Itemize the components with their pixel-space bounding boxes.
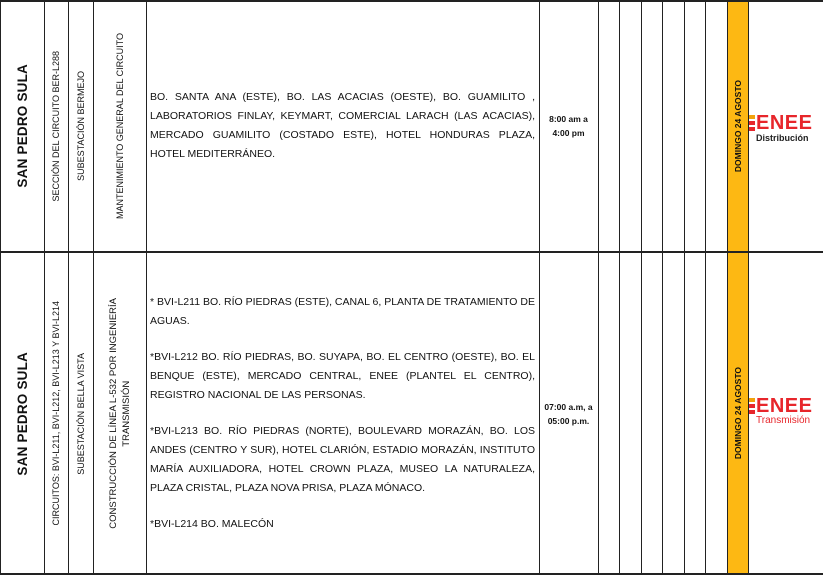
column-divider [662,0,663,575]
work-description [107,298,133,529]
city-cell [0,252,44,575]
work-line: TRANSMISIÓN [120,380,132,447]
column-divider [727,0,728,575]
work-cell [93,0,146,252]
affected-areas [146,293,539,534]
column-divider [705,0,706,575]
time-end: 05:00 p.m. [547,415,590,426]
substation-cell [68,0,93,252]
time-cell [539,252,598,575]
date-label: DOMINGO 24 AGOSTO [732,367,743,460]
logo-word: ENEE [756,112,813,134]
substation-cell [68,252,93,575]
areas-cell [146,252,539,575]
date-cell [727,0,748,252]
table-row [0,252,823,575]
column-divider [684,0,685,575]
section-cell [44,0,68,252]
work-description: MANTENIMIENTO GENERAL DEL CIRCUITO [114,32,125,220]
table-row [0,0,823,252]
column-divider [0,0,1,575]
logo-sub: Distribución [756,133,809,143]
logo-sub: Transmisión [756,415,811,426]
city-cell [0,0,44,252]
time-end: 4:00 pm [552,128,585,138]
circuit-section: SECCIÓN DEL CIRCUITO BER-L288 [51,50,61,202]
column-divider [68,0,69,575]
logo-word: ENEE [756,395,813,417]
date-cell [727,252,748,575]
area-item: *BVI-L213 BO. RÍO PIEDRAS (NORTE), BOULEVARD MORAZÁN, BO. LOS ANDES (CENTRO Y SUR), HOTEL CLARIÓN, ESTADIO MORAZÁN, INSTITUTO MARÍA AUXILIADORA, HOTEL CROWN PLAZA, MUSEO LA NATURALEZA, PLAZA CRISTAL, PLAZA NOVA PRISA, PLAZA MÓNACO. [150,425,535,494]
work-cell [93,252,146,575]
column-divider [619,0,620,575]
area-item: * BVI-L211 BO. RÍO PIEDRAS (ESTE), CANAL 6, PLANTA DE TRATAMIENTO DE AGUAS. [150,296,535,327]
city-label: SAN PEDRO SULA [14,64,30,188]
section-cell [44,252,68,575]
area-item: *BVI-L212 BO. RÍO PIEDRAS, BO. SUYAPA, BO. EL CENTRO (OESTE), BO. EL BENQUE (ESTE), MERCADO CENTRAL, ENEE (PLANTEL EL CENTRO), REGISTRO NACIONAL DE LAS PERSONAS. [150,351,535,401]
enee-transmision-logo [749,397,812,426]
area-item: *BVI-L214 BO. MALECÓN [150,518,274,530]
column-divider [146,0,147,575]
row-divider [0,251,823,253]
area-item: BO. SANTA ANA (ESTE), BO. LAS ACACIAS (OESTE), BO. GUAMILITO , LABORATORIOS FINLAY, KEYMART, COMERCIAL LARACH (LAS ACACIAS), MERCADO GUAMILITO (COSTADO ESTE), HOTEL HONDURAS PLAZA, HOTEL MEDITERRÁNEO. [150,91,535,160]
column-divider [748,0,749,575]
city-label: SAN PEDRO SULA [14,351,30,476]
date-label: DOMINGO 24 AGOSTO [732,79,743,173]
table-border-top [0,0,823,2]
enee-distribucion-logo [749,114,812,143]
substation-label: SUBESTACIÓN BELLA VISTA [75,352,86,475]
column-divider [44,0,45,575]
areas-cell [146,0,539,252]
column-divider [539,0,540,575]
enee-mark-icon [749,398,755,415]
time-start: 8:00 am a [549,114,588,124]
work-line: CONSTRUCCIÓN DE LÍNEA L-532 POR INGENIERÍA [107,298,119,529]
column-divider [93,0,94,575]
table-border-bottom [0,573,823,575]
substation-label: SUBESTACIÓN BERMEJO [75,71,86,181]
time-start: 07:00 a.m, a [544,401,593,412]
time-cell [539,0,598,252]
enee-mark-icon [749,115,755,132]
column-divider [641,0,642,575]
column-divider [598,0,599,575]
circuit-section: CIRCUITOS: BVI-L211, BVI-L212, BVI-L213 Y BVI-L214 [51,301,61,526]
affected-areas [146,88,539,164]
